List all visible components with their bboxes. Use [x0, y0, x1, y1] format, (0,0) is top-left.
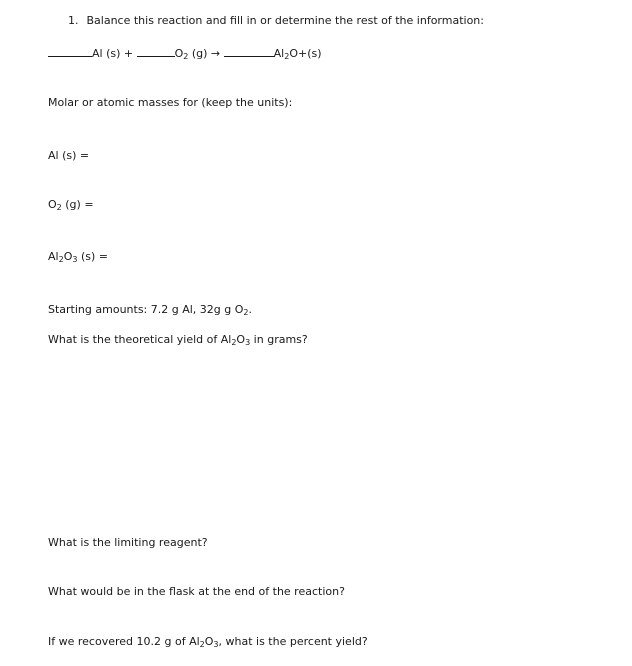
al2o3-molar-mass-label: $Al_2O_3$ (s) = — [48, 250, 108, 264]
o2-molar-mass-label: $O_2$ (g) = — [48, 198, 94, 212]
molar-masses-heading: Molar or atomic masses for (keep the units): — [48, 96, 293, 109]
percent-yield-question: If we recovered 10.2 g of $Al_2O_3$, what is the percent yield? — [48, 635, 368, 649]
question-number: 1. — [68, 14, 79, 27]
al-molar-mass-label: Al (s) = — [48, 149, 90, 162]
product-al2o3: $Al_2O+(s)$ — [273, 47, 322, 61]
question-1-prompt — [68, 14, 484, 28]
flask-question: What would be in the flask at the end of the reaction? — [48, 585, 345, 598]
reaction-equation — [48, 47, 322, 61]
theoretical-yield-question: What is the theoretical yield of $Al_2O_3$ in grams? — [48, 333, 308, 347]
question-text: Balance this reaction and fill in or determine the rest of the information: — [86, 14, 484, 27]
starting-amounts: Starting amounts: 7.2 g Al, 32g g $O_2$. — [48, 303, 253, 317]
coefficient-blank-al[interactable] — [48, 47, 92, 57]
limiting-reagent-question: What is the limiting reagent? — [48, 536, 208, 549]
coefficient-blank-product[interactable] — [224, 47, 274, 57]
reactant-o2: $O_2$ (g) → — [174, 47, 221, 61]
coefficient-blank-o2[interactable] — [137, 47, 175, 57]
reactant-al: Al (s) + — [92, 47, 134, 60]
